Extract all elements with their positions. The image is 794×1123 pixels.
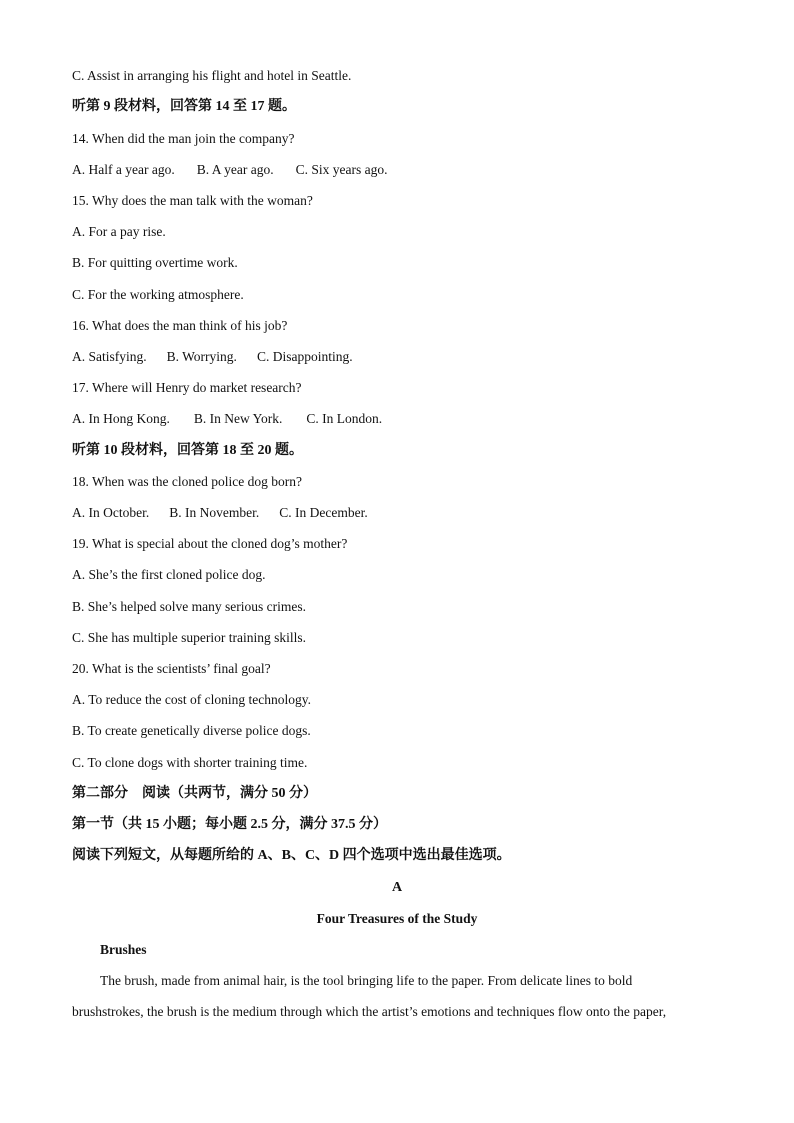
section-one-heading: 第一节（共 15 小题；每小题 2.5 分，满分 37.5 分） (72, 817, 387, 832)
q20-option-b: B. To create genetically diverse police dogs. (72, 723, 311, 738)
q18-option-a: A. In October. (72, 505, 150, 520)
question-18: 18. When was the cloned police dog born? (72, 474, 302, 489)
question-14-options (72, 161, 387, 179)
question-16: 16. What does the man think of his job? (72, 318, 288, 333)
q15-option-b: B. For quitting overtime work. (72, 255, 238, 270)
passage-title: Four Treasures of the Study (316, 911, 478, 926)
q19-option-b: B. She’s helped solve many serious crimes. (72, 599, 306, 614)
q17-option-b: B. In New York. (193, 411, 283, 426)
q17-option-a: A. In Hong Kong. (72, 411, 170, 426)
question-17-options (72, 410, 382, 428)
section-heading-10: 听第 10 段材料，回答第 18 至 20 题。 (72, 443, 303, 458)
q18-option-c: C. In December. (279, 505, 368, 520)
q16-option-c: C. Disappointing. (256, 349, 353, 364)
subheading-brushes: Brushes (100, 942, 147, 957)
question-14: 14. When did the man join the company? (72, 131, 295, 146)
question-18-options (72, 504, 368, 522)
q13-option-c: C. Assist in arranging his flight and hotel in Seattle. (72, 68, 352, 83)
q20-option-a: A. To reduce the cost of cloning technology. (72, 692, 311, 707)
part-two-heading: 第二部分 阅读（共两节，满分 50 分） (72, 786, 317, 801)
q15-option-c: C. For the working atmosphere. (72, 287, 244, 302)
q15-option-a: A. For a pay rise. (72, 224, 166, 239)
question-17: 17. Where will Henry do market research? (72, 380, 302, 395)
q16-option-b: B. Worrying. (166, 349, 237, 364)
question-15: 15. Why does the man talk with the woman? (72, 193, 313, 208)
q19-option-a: A. She’s the first cloned police dog. (72, 567, 266, 582)
q14-option-c: C. Six years ago. (295, 162, 388, 177)
section-heading-9: 听第 9 段材料，回答第 14 至 17 题。 (72, 99, 296, 114)
q18-option-b: B. In November. (169, 505, 260, 520)
q20-option-c: C. To clone dogs with shorter training time. (72, 755, 308, 770)
question-16-options (72, 348, 353, 366)
passage-letter: A (391, 880, 403, 895)
reading-instructions: 阅读下列短文，从每题所给的 A、B、C、D 四个选项中选出最佳选项。 (72, 848, 511, 863)
question-19: 19. What is special about the cloned dog’s mother? (72, 536, 348, 551)
paragraph-line-2: brushstrokes, the brush is the medium through which the artist’s emotions and techniques flow onto the paper, (72, 1004, 667, 1019)
q19-option-c: C. She has multiple superior training skills. (72, 630, 306, 645)
q16-option-a: A. Satisfying. (72, 349, 147, 364)
q14-option-b: B. A year ago. (196, 162, 274, 177)
q17-option-c: C. In London. (306, 411, 383, 426)
question-20: 20. What is the scientists’ final goal? (72, 661, 271, 676)
q14-option-a: A. Half a year ago. (72, 162, 175, 177)
paragraph-line-1: The brush, made from animal hair, is the tool bringing life to the paper. From delicate lines to bold (100, 973, 633, 988)
